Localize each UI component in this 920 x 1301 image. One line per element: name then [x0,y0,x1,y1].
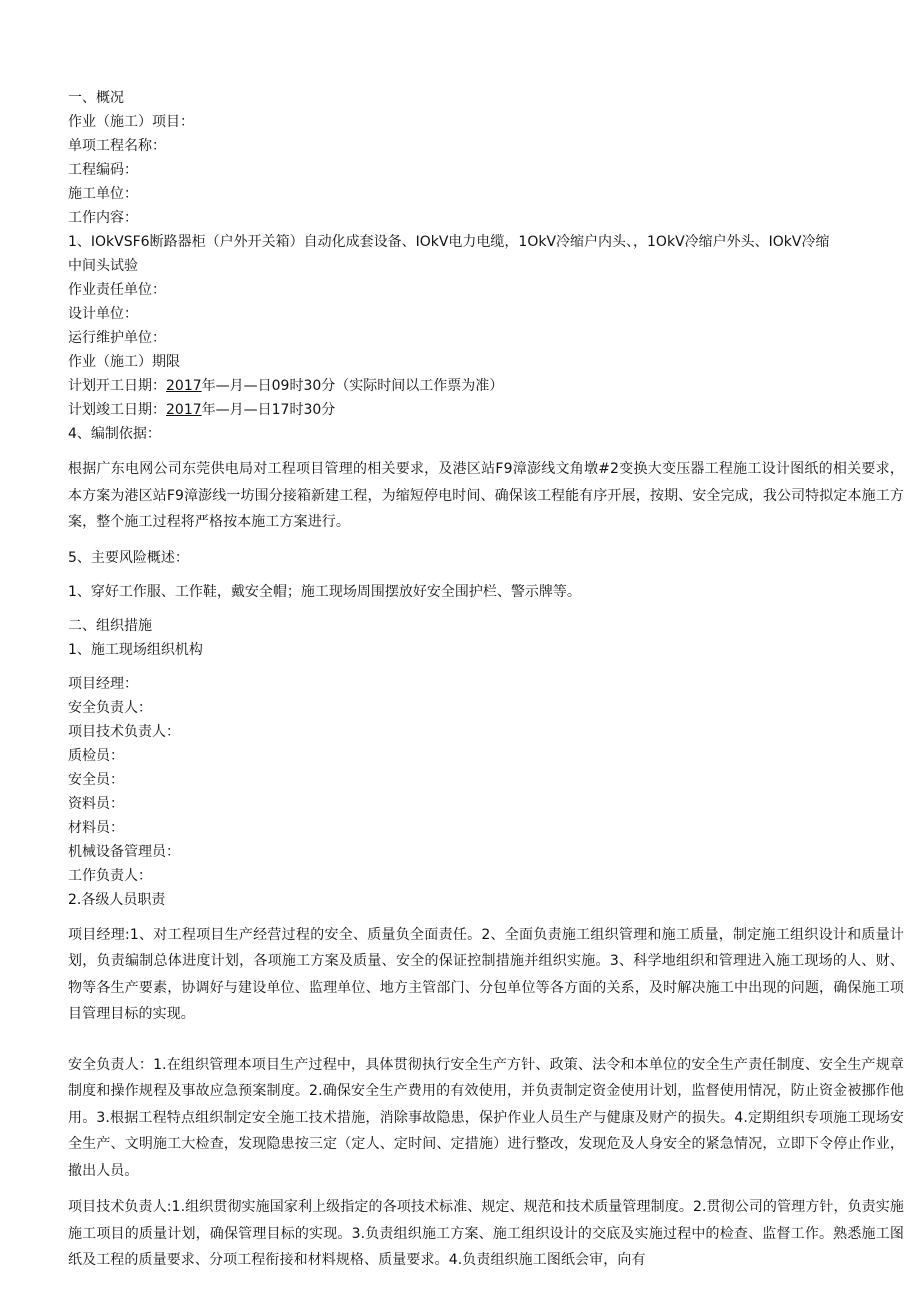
planned-end-suffix: 年—月—日17时30分 [201,402,336,418]
planned-start-date [68,374,904,398]
operations-unit-label: 运行维护单位： [68,330,166,346]
duty-tech-lead: 项目技术负责人:1.组织贯彻实施国家利上级指定的各项技术标准、规定、规范和技术质量管理制度。2.贯彻公司的管理方针，负责实施施工项目的质量计划，确保管理目标的实现。3.负责组织施工方案、施工组织设计的交底及实施过程中的检查、监督工作。熟悉施工图纸及工程的质量要求、分项工程衔接和材料规格、质量要求。4.负责组织施工图纸会审，向有 [68,1199,904,1268]
construction-unit-label: 施工单位： [68,186,138,202]
project-label: 作业（施工）项目： [68,114,194,130]
planned-end-date [68,398,904,422]
work-content-line-2: 中间头试验 [68,258,138,274]
planned-start-suffix: 年—月—日09时30分（实际时间以工作票为准） [201,378,504,394]
role-document-clerk: 资料员： [68,795,124,812]
role-materials-clerk: 材料员： [68,819,124,836]
work-period-label: 作业（施工）期限 [68,354,180,370]
planned-end-year: 2017 [166,402,202,418]
site-organization-heading: 1、施工现场组织机构 [68,641,203,658]
role-tech-lead: 项目技术负责人： [68,723,180,740]
design-unit-label: 设计单位： [68,306,138,322]
section-heading-overview: 一、概况 [68,90,124,106]
role-quality-inspector: 质检员： [68,747,124,764]
work-content-line-1: 1、IOkVSF6断路器柜（户外开关箱）自动化成套设备、IOkV电力电缆，1OkV冷缩户内头、，1OkV冷缩户外头、IOkV冷缩 [68,234,830,250]
responsible-unit-label: 作业责任单位： [68,282,166,298]
role-project-manager: 项目经理： [68,675,138,692]
role-safety-lead: 安全负责人： [68,699,152,716]
role-safety-officer: 安全员： [68,771,124,788]
duty-safety-lead: 安全负责人：1.在组织管理本项目生产过程中，具体贯彻执行安全生产方针、政策、法令和本单位的安全生产责任制度、安全生产规章制度和操作规程及事故应急预案制度。2.确保安全生产费用的有效使用，并负责制定资金使用计划，监督使用情况，防止资金被挪作他用。3.根据工程特点组织制定安全施工技术措施，消除事故隐患，保护作业人员生产与健康及财产的损失。4.定期组织专项施工现场安全生产、文明施工大检查，发现隐患按三定（定人、定时间、定措施）进行整改，发现危及人身安全的紧急情况，立即下令停止作业，撤出人员。 [68,1056,904,1179]
duties-heading: 2.各级人员职责 [68,891,166,908]
role-equipment-manager: 机械设备管理员： [68,843,180,860]
planned-start-prefix: 计划开工日期： [68,378,166,394]
work-content-label: 工作内容： [68,210,138,226]
basis-paragraph: 根据广东电网公司东莞供电局对工程项目管理的相关要求，及港区站F9漳澎线文角墩#2变换大变压器工程施工设计图纸的相关要求，本方案为港区站F9漳澎线一坊围分接箱新建工程，为缩短停电时间、确保该工程能有序开展，按期、安全完成，我公司特拟定本施工方案，整个施工过程将严格按本施工方案进行。 [68,461,904,530]
risk-paragraph: 1、穿好工作服、工作鞋，戴安全帽；施工现场周围摆放好安全围护栏、警示牌等。 [68,583,581,600]
section-heading-organization: 二、组织措施 [68,617,152,634]
duty-project-manager: 项目经理:1、对工程项目生产经营过程的安全、质量负全面责任。2、全面负责施工组织管理和施工质量，制定施工组织设计和质量计划，负责编制总体进度计划，各项施工方案及质量、安全的保证控制措施并组织实施。3、科学地组织和管理进入施工现场的人、财、物等各生产要素，协调好与建设单位、监理单位、地方主管部门、分包单位等各方面的关系，及时解决施工中出现的问题，确保施工项目管理目标的实现。 [68,926,904,1022]
basis-heading: 4、编制依据： [68,426,161,442]
sub-project-label: 单项工程名称： [68,138,166,154]
role-work-lead: 工作负责人： [68,867,152,884]
planned-end-prefix: 计划竣工日期： [68,402,166,418]
document-page [68,86,904,1274]
planned-start-year: 2017 [166,378,202,394]
risk-heading: 5、主要风险概述： [68,549,189,566]
code-label: 工程编码： [68,162,138,178]
